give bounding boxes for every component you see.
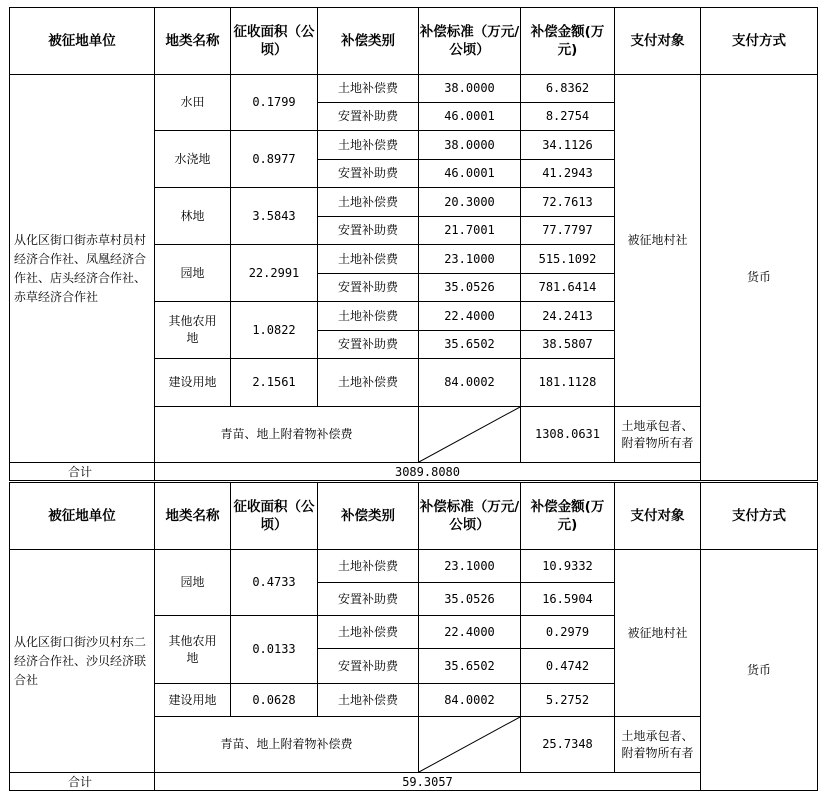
comp-standard: 84.0002 (419, 684, 521, 717)
header-row (10, 8, 818, 75)
payee: 被征地村社 (615, 75, 701, 407)
land-area: 0.0133 (231, 616, 318, 684)
expropriated-unit: 从化区街口街赤草村员村经济合作社、凤凰经济合作社、店头经济合作社、赤草经济合作社 (10, 75, 155, 463)
comp-type: 土地补偿费 (318, 75, 419, 103)
total-value: 59.3057 (155, 773, 701, 791)
compensation-table-2 (9, 482, 818, 791)
land-name: 建设用地 (155, 684, 231, 717)
diagonal-cell (419, 717, 521, 773)
total-label: 合计 (10, 463, 155, 481)
land-name: 其他农用地 (155, 616, 231, 684)
comp-standard: 35.0526 (419, 583, 521, 616)
land-name: 其他农用地 (155, 302, 231, 359)
header-payee: 支付对象 (615, 483, 701, 550)
diagonal-cell (419, 407, 521, 463)
land-area: 3.5843 (231, 188, 318, 245)
land-name: 水田 (155, 75, 231, 131)
comp-amount: 8.2754 (521, 103, 615, 131)
comp-amount: 0.2979 (521, 616, 615, 649)
header-comp-type: 补偿类别 (318, 483, 419, 550)
comp-type: 土地补偿费 (318, 245, 419, 274)
comp-type: 土地补偿费 (318, 131, 419, 160)
comp-standard: 84.0002 (419, 359, 521, 407)
comp-type: 土地补偿费 (318, 550, 419, 583)
comp-standard: 23.1000 (419, 550, 521, 583)
header-method: 支付方式 (701, 8, 818, 75)
comp-type: 土地补偿费 (318, 616, 419, 649)
land-name: 园地 (155, 245, 231, 302)
comp-standard: 22.4000 (419, 302, 521, 331)
header-row (10, 483, 818, 550)
total-value: 3089.8080 (155, 463, 701, 481)
header-land-type: 地类名称 (155, 8, 231, 75)
header-amount: 补偿金额(万元) (521, 483, 615, 550)
comp-standard: 38.0000 (419, 131, 521, 160)
comp-amount: 10.9332 (521, 550, 615, 583)
total-row (10, 773, 818, 791)
payment-method: 货币 (701, 75, 818, 481)
expropriated-unit: 从化区街口街沙贝村东二经济合作社、沙贝经济联合社 (10, 550, 155, 773)
land-name: 建设用地 (155, 359, 231, 407)
header-amount: 补偿金额(万元) (521, 8, 615, 75)
comp-type: 土地补偿费 (318, 684, 419, 717)
land-area: 22.2991 (231, 245, 318, 302)
header-area: 征收面积（公顷） (231, 483, 318, 550)
comp-amount: 16.5904 (521, 583, 615, 616)
comp-amount: 24.2413 (521, 302, 615, 331)
comp-amount: 6.8362 (521, 75, 615, 103)
header-standard: 补偿标准（万元/公顷） (419, 483, 521, 550)
header-method: 支付方式 (701, 483, 818, 550)
comp-standard: 23.1000 (419, 245, 521, 274)
comp-type: 安置补助费 (318, 160, 419, 188)
comp-standard: 22.4000 (419, 616, 521, 649)
comp-standard: 35.6502 (419, 649, 521, 684)
comp-type: 安置补助费 (318, 331, 419, 359)
comp-type: 安置补助费 (318, 583, 419, 616)
comp-amount: 77.7797 (521, 217, 615, 245)
crop-compensation-amount: 25.7348 (521, 717, 615, 773)
comp-amount: 34.1126 (521, 131, 615, 160)
land-area: 0.8977 (231, 131, 318, 188)
comp-amount: 781.6414 (521, 274, 615, 302)
crop-compensation-label: 青苗、地上附着物补偿费 (155, 407, 419, 463)
comp-type: 安置补助费 (318, 217, 419, 245)
comp-standard: 21.7001 (419, 217, 521, 245)
header-unit: 被征地单位 (10, 8, 155, 75)
comp-type: 安置补助费 (318, 649, 419, 684)
comp-type: 安置补助费 (318, 103, 419, 131)
compensation-table-1 (9, 7, 818, 481)
comp-standard: 35.6502 (419, 331, 521, 359)
land-area: 0.0628 (231, 684, 318, 717)
comp-standard: 38.0000 (419, 75, 521, 103)
crop-payee: 土地承包者、附着物所有者 (615, 407, 701, 463)
comp-standard: 35.0526 (419, 274, 521, 302)
comp-amount: 72.7613 (521, 188, 615, 217)
land-area: 1.0822 (231, 302, 318, 359)
table-row (10, 75, 818, 103)
land-name: 林地 (155, 188, 231, 245)
comp-amount: 41.2943 (521, 160, 615, 188)
crop-compensation-amount: 1308.0631 (521, 407, 615, 463)
land-name: 水浇地 (155, 131, 231, 188)
header-land-type: 地类名称 (155, 483, 231, 550)
comp-standard: 20.3000 (419, 188, 521, 217)
land-area: 0.1799 (231, 75, 318, 131)
header-comp-type: 补偿类别 (318, 8, 419, 75)
comp-amount: 515.1092 (521, 245, 615, 274)
comp-amount: 0.4742 (521, 649, 615, 684)
land-name: 园地 (155, 550, 231, 616)
land-area: 2.1561 (231, 359, 318, 407)
total-row (10, 463, 818, 481)
header-unit: 被征地单位 (10, 483, 155, 550)
comp-type: 土地补偿费 (318, 302, 419, 331)
comp-type: 土地补偿费 (318, 188, 419, 217)
payee: 被征地村社 (615, 550, 701, 717)
header-standard: 补偿标准（万元/公顷） (419, 8, 521, 75)
comp-type: 安置补助费 (318, 274, 419, 302)
comp-amount: 181.1128 (521, 359, 615, 407)
table-row (10, 550, 818, 583)
comp-standard: 46.0001 (419, 160, 521, 188)
payment-method: 货币 (701, 550, 818, 791)
comp-type: 土地补偿费 (318, 359, 419, 407)
comp-amount: 38.5807 (521, 331, 615, 359)
total-label: 合计 (10, 773, 155, 791)
header-area: 征收面积（公顷） (231, 8, 318, 75)
crop-compensation-label: 青苗、地上附着物补偿费 (155, 717, 419, 773)
comp-standard: 46.0001 (419, 103, 521, 131)
crop-payee: 土地承包者、附着物所有者 (615, 717, 701, 773)
comp-amount: 5.2752 (521, 684, 615, 717)
land-area: 0.4733 (231, 550, 318, 616)
header-payee: 支付对象 (615, 8, 701, 75)
